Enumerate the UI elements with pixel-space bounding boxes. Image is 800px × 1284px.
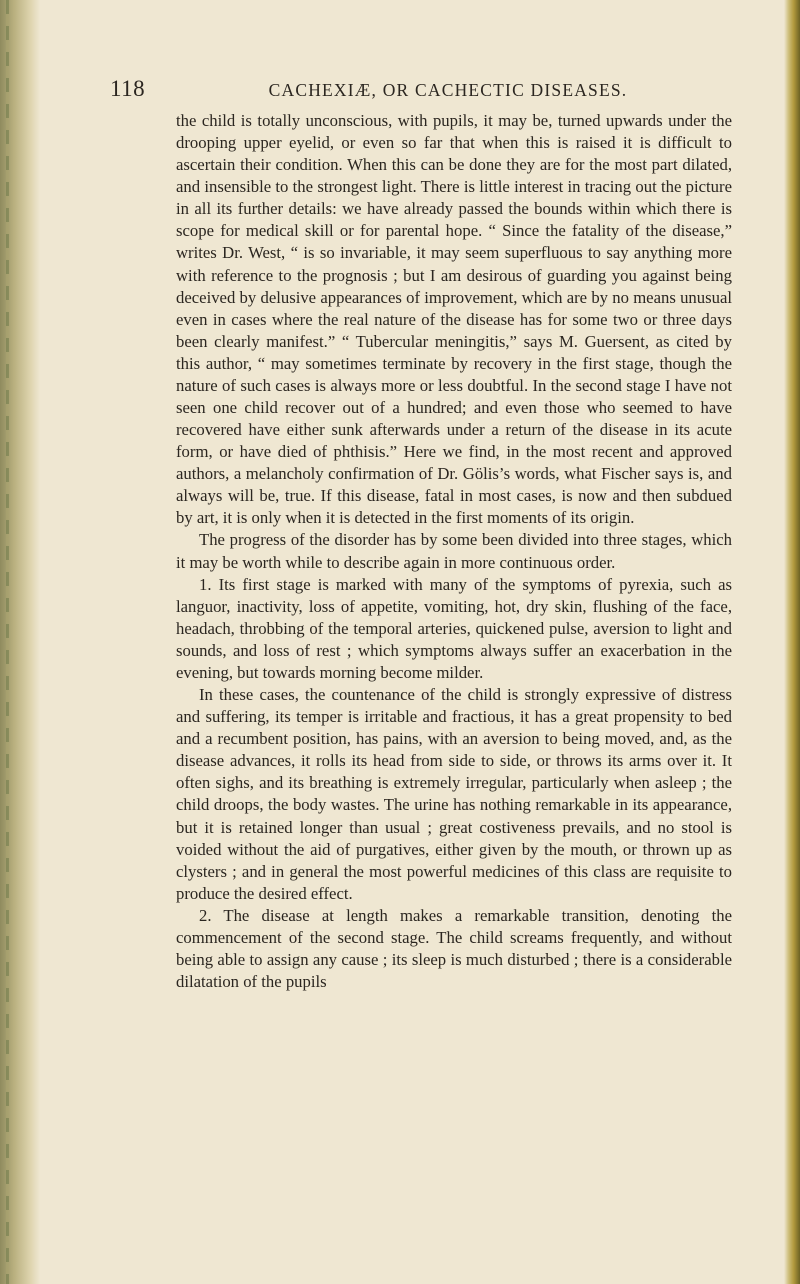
- running-head: CACHEXIÆ, OR CACHECTIC DISEASES.: [268, 80, 628, 100]
- paragraph-stage-1: 1. Its first stage is marked with many of the symptoms of pyrexia, such as languor, inactivity, loss of appetite, vomiting, hot, dry skin, flushing of the face, headach, throbbing of the temporal arteries, quickened pulse, aversion to light and sounds, and loss of rest ; which symptoms always suffer an exacerbation in the evening, but towards morning become milder.: [176, 574, 732, 682]
- page-header: [78, 76, 758, 106]
- paragraph-1: the child is totally unconscious, with pupils, it may be, turned upwards under the drooping upper eyelid, or even so far that when this is raised it is difficult to ascertain their condition. When this can be done they are for the most part dilated, and insensible to the strongest light. There is little interest in tracing out the picture in all its further details: we have already passed the bounds within which there is scope for medical skill or for parental hope. “ Since the fatality of the disease,” writes Dr. West, “ is so invariable, it may seem superfluous to say anything more with reference to the prognosis ; but I am desirous of guarding you against being deceived by delusive appearances of improvement, which are by no means unusual even in cases where the real nature of the disease has for some two or three days been clearly manifest.” “ Tubercular meningitis,” says M. Guersent, as cited by this author, “ may sometimes terminate by recovery in the first stage, though the nature of such cases is always more or less doubtful. In the second stage I have not seen one child recover out of a hundred; and even those who seemed to have recovered have either sunk afterwards under a return of the disease in its acute form, or have died of phthisis.” Here we find, in the most recent and approved authors, a melancholy confirmation of Dr. Gölis’s words, what Fischer says is, and always will be, true. If this disease, fatal in most cases, is now and then subdued by art, it is only when it is detected in the first moments of its origin.: [176, 111, 732, 528]
- paragraph-stage-2: 2. The disease at length makes a remarkable transition, denoting the commencement of the second stage. The child screams frequently, and without being able to assign any cause ; its sleep is much disturbed ; there is a considerable dilatation of the pupils: [176, 905, 732, 992]
- book-page: [78, 0, 758, 1284]
- paragraph-4: In these cases, the countenance of the child is strongly expressive of distress and suffering, its temper is irritable and fractious, it has a great propensity to bed and a recumbent position, has pains, with an aversion to being moved, and, as the disease advances, it rolls its head from side to side, or throws its arms over it. It often sighs, and its breathing is extremely irregular, particularly when asleep ; the child droops, the body wastes. The urine has nothing remarkable in its appearance, but it is retained longer than usual ; great costiveness prevails, and no stool is voided without the aid of purgatives, either given by the mouth, or thrown up as clysters ; and in general the most powerful medicines of this class are requisite to produce the desired effect.: [176, 685, 732, 903]
- book-gutter-shadow: [0, 0, 40, 1284]
- body-text: [176, 110, 732, 993]
- paragraph-2: The progress of the disorder has by some been divided into three stages, which it may be worth while to describe again in more continuous order.: [176, 530, 732, 572]
- page-number: 118: [110, 76, 146, 101]
- page-edge-right: [784, 0, 800, 1284]
